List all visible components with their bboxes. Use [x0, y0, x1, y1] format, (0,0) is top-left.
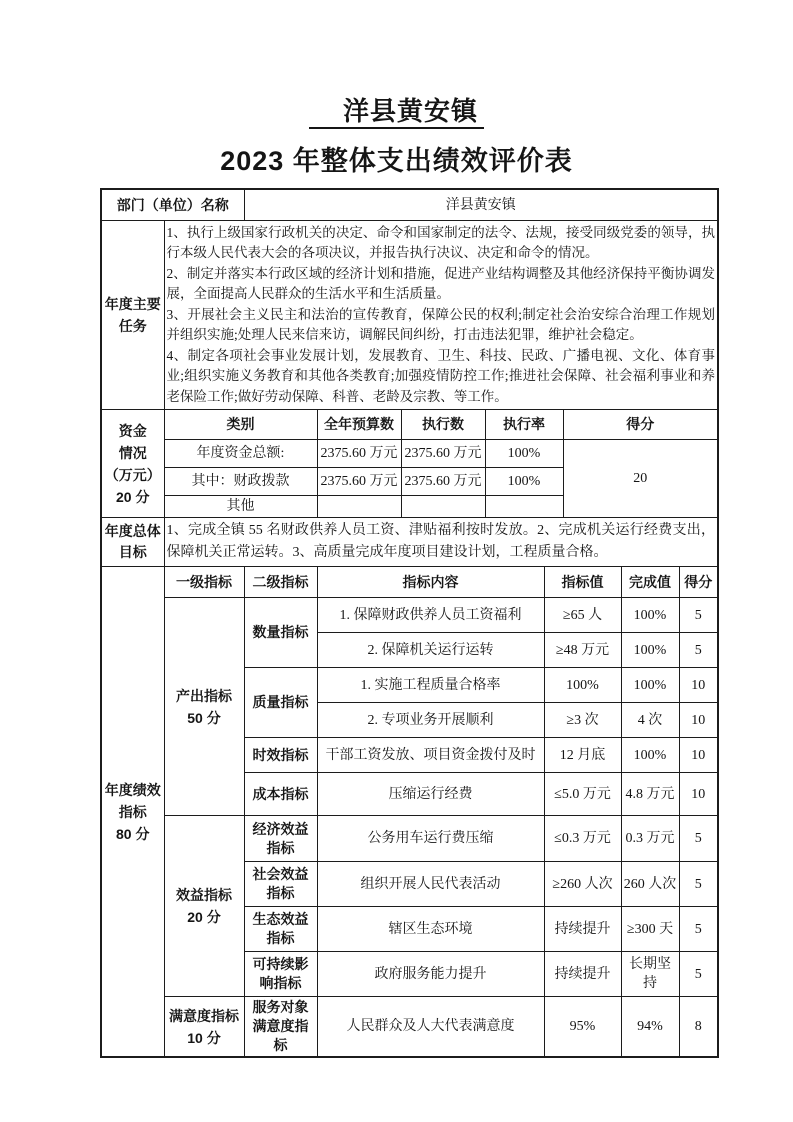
level1-benefit	[164, 816, 244, 997]
indicators-header-row	[101, 567, 718, 598]
funds-header-executed: 执行数	[401, 410, 485, 440]
indicator-score: 10	[679, 703, 718, 738]
task-item: 1、执行上级国家行政机关的决定、命令和国家制定的法令、法规，接受同级党委的领导，执行本级人民代表大会的各项决议，并报告执行决议、决定和命令的情况。	[166, 224, 715, 261]
indicator-target: 持续提升	[544, 907, 621, 952]
indicator-content: 组织开展人民代表活动	[317, 862, 544, 907]
funds-score: 20	[563, 440, 718, 518]
indicator-row	[101, 997, 718, 1058]
indicator-score: 10	[679, 668, 718, 703]
level2-sustainable: 可持续影响指标	[244, 952, 317, 997]
annual-tasks-label-line: 任务	[118, 318, 147, 334]
funds-label-line: （万元）	[104, 466, 161, 483]
annual-goal-label	[101, 518, 164, 567]
indicator-done: 长期坚持	[621, 952, 679, 997]
funds-fiscal-category: 其中：财政拨款	[164, 468, 317, 496]
annual-goal-label-line: 目标	[118, 544, 147, 560]
funds-fiscal-budget: 2375.60 万元	[317, 468, 401, 496]
annual-tasks-label	[101, 221, 164, 410]
indicator-target: ≥48 万元	[544, 633, 621, 668]
indicator-content: 2. 保障机关运行运转	[317, 633, 544, 668]
indicator-content: 1. 实施工程质量合格率	[317, 668, 544, 703]
funds-row-total	[101, 440, 718, 468]
indicator-score: 5	[679, 907, 718, 952]
indicator-content: 干部工资发放、项目资金拨付及时	[317, 738, 544, 773]
annual-goal-row	[101, 518, 718, 567]
level1-benefit-line: 效益指标	[176, 887, 232, 903]
title-block	[0, 0, 793, 178]
indicator-content: 压缩运行经费	[317, 773, 544, 816]
funds-fiscal-executed: 2375.60 万元	[401, 468, 485, 496]
indicator-done: 0.3 万元	[621, 816, 679, 862]
indicator-score: 10	[679, 773, 718, 816]
indicator-done: 94%	[621, 997, 679, 1058]
indicator-target: ≥3 次	[544, 703, 621, 738]
level2-cost: 成本指标	[244, 773, 317, 816]
task-item: 2、制定并落实本行政区域的经济计划和措施，促进产业结构调整及其他经济保持平衡协调发展，全面提高人民群众的生活水平和生活质量。	[166, 265, 715, 302]
level1-output	[164, 598, 244, 816]
indicator-target: 持续提升	[544, 952, 621, 997]
indicator-content: 辖区生态环境	[317, 907, 544, 952]
funds-other-category: 其他	[164, 496, 317, 518]
indicator-done: 100%	[621, 738, 679, 773]
level2-quality: 质量指标	[244, 668, 317, 738]
indicator-row	[101, 598, 718, 633]
annual-goal-label-line: 年度总体	[104, 523, 161, 539]
indicator-target: ≥260 人次	[544, 862, 621, 907]
indicator-target: 12 月底	[544, 738, 621, 773]
funds-header-score: 得分	[563, 410, 718, 440]
indicator-content: 政府服务能力提升	[317, 952, 544, 997]
dept-label: 部门（单位）名称	[101, 189, 244, 221]
indicator-done: 100%	[621, 668, 679, 703]
funds-header-row	[101, 410, 718, 440]
indicators-header-content: 指标内容	[317, 567, 544, 598]
funds-total-category: 年度资金总额:	[164, 440, 317, 468]
funds-total-budget: 2375.60 万元	[317, 440, 401, 468]
level2-ecological: 生态效益指标	[244, 907, 317, 952]
level1-output-line: 产出指标	[176, 687, 232, 704]
indicator-content: 2. 专项业务开展顺利	[317, 703, 544, 738]
funds-header-category: 类别	[164, 410, 317, 440]
indicators-header-done: 完成值	[621, 567, 679, 598]
unit-title-text: 洋县黄安镇	[309, 96, 484, 129]
level1-benefit-line: 20 分	[187, 909, 221, 925]
level2-economic: 经济效益指标	[244, 816, 317, 862]
indicators-header-level2: 二级指标	[244, 567, 317, 598]
indicator-done: 100%	[621, 633, 679, 668]
funds-header-rate: 执行率	[485, 410, 563, 440]
level2-social: 社会效益指标	[244, 862, 317, 907]
annual-tasks-content	[164, 221, 718, 410]
indicator-done: 100%	[621, 598, 679, 633]
level2-timeliness: 时效指标	[244, 738, 317, 773]
level1-satisfaction-line: 10 分	[187, 1029, 221, 1046]
indicator-row	[101, 816, 718, 862]
indicator-target: ≤0.3 万元	[544, 816, 621, 862]
indicators-header-level1: 一级指标	[164, 567, 244, 598]
funds-label-line: 20 分	[116, 488, 150, 505]
indicator-content: 公务用车运行费压缩	[317, 816, 544, 862]
indicator-done: 260 人次	[621, 862, 679, 907]
funds-label-line: 情况	[118, 444, 147, 461]
annual-tasks-row	[101, 221, 718, 410]
indicator-content: 人民群众及人大代表满意度	[317, 997, 544, 1058]
annual-goal-content	[164, 518, 718, 567]
indicator-done: ≥300 天	[621, 907, 679, 952]
level1-satisfaction	[164, 997, 244, 1058]
indicator-content: 1. 保障财政供养人员工资福利	[317, 598, 544, 633]
indicator-target: ≤5.0 万元	[544, 773, 621, 816]
dept-row	[101, 189, 718, 221]
funds-fiscal-rate: 100%	[485, 468, 563, 496]
annual-tasks-label-line: 年度主要	[104, 296, 161, 312]
funds-total-executed: 2375.60 万元	[401, 440, 485, 468]
funds-other-budget	[317, 496, 401, 518]
indicator-score: 10	[679, 738, 718, 773]
funds-other-rate	[485, 496, 563, 518]
annual-goal-text: 1、完成全镇 55 名财政供养人员工资、津贴福利按时发放。2、完成机关运行经费支出，保障机关正常运转。3、高质量完成年度项目建设计划，工程质量合格。	[166, 523, 715, 560]
funds-other-executed	[401, 496, 485, 518]
funds-header-budget: 全年预算数	[317, 410, 401, 440]
indicators-label-line: 指标	[118, 803, 147, 820]
level2-service-satisfaction: 服务对象满意度指标	[244, 997, 317, 1058]
task-item: 4、制定各项社会事业发展计划，发展教育、卫生、科技、民政、广播电视、文化、体育事业;组织实施义务教育和其他各类教育;加强疫情防控工作;推进社会保障、社会福利事业和养老保险工作;做好劳动保障、科普、老龄及宗教、等工作。	[166, 347, 715, 404]
indicator-score: 5	[679, 598, 718, 633]
indicator-score: 5	[679, 952, 718, 997]
indicator-done: 4.8 万元	[621, 773, 679, 816]
indicator-score: 8	[679, 997, 718, 1058]
indicators-header-score: 得分	[679, 567, 718, 598]
indicator-score: 5	[679, 816, 718, 862]
evaluation-table	[100, 188, 719, 1058]
indicator-score: 5	[679, 862, 718, 907]
funds-label	[101, 410, 164, 518]
funds-label-line: 资金	[118, 422, 147, 439]
level2-quantity: 数量指标	[244, 598, 317, 668]
funds-total-rate: 100%	[485, 440, 563, 468]
indicators-label-line: 年度绩效	[104, 781, 161, 798]
indicator-score: 5	[679, 633, 718, 668]
indicators-header-target: 指标值	[544, 567, 621, 598]
indicator-target: 100%	[544, 668, 621, 703]
indicator-done: 4 次	[621, 703, 679, 738]
indicators-label-line: 80 分	[116, 825, 150, 842]
page-title: 2023 年整体支出绩效评价表	[220, 146, 573, 176]
indicators-label	[101, 567, 164, 1058]
unit-title	[0, 96, 793, 129]
task-item: 3、开展社会主义民主和法治的宣传教育，保障公民的权利;制定社会治安综合治理工作规划并组织实施;处理人民来信来访，调解民间纠纷，打击违法犯罪，维护社会稳定。	[166, 306, 715, 343]
level1-output-line: 50 分	[187, 709, 221, 726]
level1-satisfaction-line: 满意度指标	[169, 1007, 239, 1024]
indicator-target: ≥65 人	[544, 598, 621, 633]
indicator-target: 95%	[544, 997, 621, 1058]
dept-value: 洋县黄安镇	[244, 189, 718, 221]
